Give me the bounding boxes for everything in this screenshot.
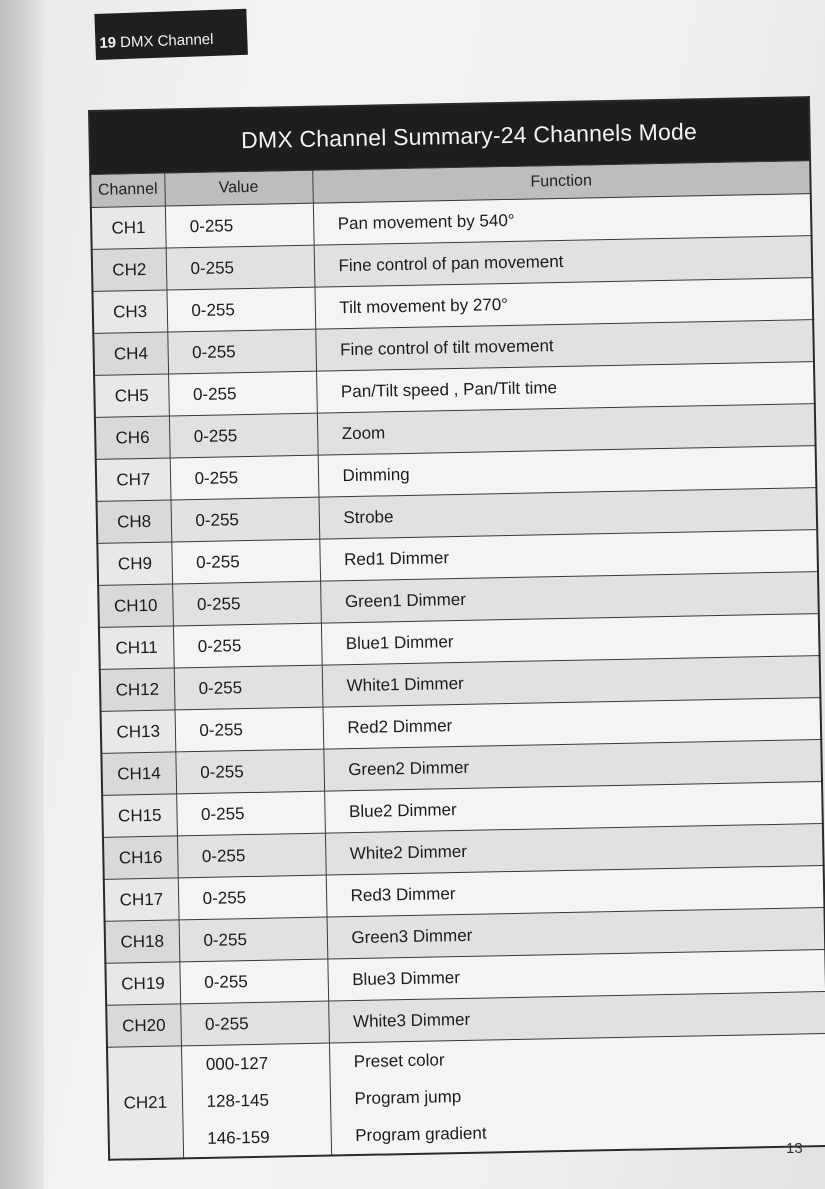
value-cell: 0-255 <box>166 287 315 332</box>
binding-gutter <box>0 0 44 1189</box>
function-cell: Blue1 Dimmer <box>321 614 820 666</box>
value-cell: 0-255 <box>177 833 326 878</box>
channel-cell: CH18 <box>105 920 180 963</box>
function-cell: Preset color <box>353 1050 445 1072</box>
value-cell: 0-255 <box>171 539 320 584</box>
function-cell: Red3 Dimmer <box>326 866 825 918</box>
channel-cell: CH13 <box>101 710 176 753</box>
function-cell: Red2 Dimmer <box>323 698 822 750</box>
value-cell: 0-255 <box>167 329 316 374</box>
value-cell: 000-127 <box>205 1053 269 1074</box>
function-cell: Pan/Tilt speed , Pan/Tilt time <box>316 362 815 414</box>
channel-cell: CH7 <box>96 458 171 501</box>
value-cell: 0-255 <box>165 203 314 248</box>
table-row-ch21 <box>107 1033 825 1159</box>
value-cell: 128-145 <box>206 1090 270 1111</box>
channel-cell: CH16 <box>103 836 178 879</box>
function-cell: Green2 Dimmer <box>323 740 822 792</box>
function-cell: Program gradient <box>355 1123 487 1146</box>
function-cell: White1 Dimmer <box>322 656 821 708</box>
channel-cell: CH9 <box>97 542 172 585</box>
function-cell: Blue2 Dimmer <box>324 782 823 834</box>
value-cell: 0-255 <box>179 917 328 962</box>
value-cell: 0-255 <box>168 371 317 416</box>
channel-cell: CH21 <box>107 1046 183 1160</box>
section-heading <box>94 9 248 60</box>
channel-cell: CH11 <box>99 626 174 669</box>
function-cell: White3 Dimmer <box>328 991 825 1043</box>
channel-cell: CH3 <box>92 290 167 333</box>
function-cell-multi <box>329 1033 825 1155</box>
value-cell: 0-255 <box>170 455 319 500</box>
value-cell: 0-255 <box>171 497 320 542</box>
function-cell: Zoom <box>317 404 816 456</box>
table-title: DMX Channel Summary-24 Channels Mode <box>89 97 810 174</box>
value-cell-multi <box>181 1043 331 1158</box>
function-cell: Red1 Dimmer <box>319 530 818 582</box>
function-cell: Pan movement by 540° <box>313 194 812 246</box>
value-cell: 0-255 <box>176 791 325 836</box>
value-cell: 0-255 <box>172 581 321 626</box>
value-cell: 0-255 <box>179 959 328 1004</box>
function-cell: Green1 Dimmer <box>320 572 819 624</box>
channel-cell: CH4 <box>93 332 168 375</box>
channel-cell: CH12 <box>100 668 175 711</box>
channel-cell: CH17 <box>104 878 179 921</box>
channel-cell: CH2 <box>92 248 167 291</box>
channel-cell: CH14 <box>101 752 176 795</box>
channel-cell: CH10 <box>98 584 173 627</box>
header-value: Value <box>164 170 313 206</box>
function-cell: Blue3 Dimmer <box>327 950 825 1002</box>
function-cell: Tilt movement by 270° <box>314 278 813 330</box>
page-number: 13 <box>786 1140 803 1157</box>
table-body <box>91 194 825 1160</box>
channel-cell: CH1 <box>91 206 166 249</box>
header-channel: Channel <box>90 173 165 207</box>
section-title: DMX Channel <box>119 30 214 52</box>
function-cell: Fine control of tilt movement <box>315 320 814 372</box>
value-cell: 0-255 <box>175 749 324 794</box>
function-cell: Green3 Dimmer <box>327 908 825 960</box>
channel-cell: CH20 <box>106 1004 181 1047</box>
value-cell: 0-255 <box>174 665 323 710</box>
function-cell: Strobe <box>318 488 817 540</box>
dmx-channel-table <box>88 96 825 1161</box>
value-cell: 0-255 <box>169 413 318 458</box>
header-function: Function <box>312 161 811 204</box>
section-number: 19 <box>99 34 117 52</box>
function-cell: Fine control of pan movement <box>314 236 813 288</box>
value-cell: 146-159 <box>207 1127 270 1148</box>
value-cell: 0-255 <box>175 707 324 752</box>
value-cell: 0-255 <box>173 623 322 668</box>
channel-cell: CH19 <box>105 962 180 1005</box>
value-cell: 0-255 <box>180 1001 329 1046</box>
function-cell: Dimming <box>318 446 817 498</box>
value-cell: 0-255 <box>178 875 327 920</box>
function-cell: White2 Dimmer <box>325 824 824 876</box>
channel-cell: CH8 <box>97 500 172 543</box>
dmx-table-container <box>88 96 825 1161</box>
channel-cell: CH6 <box>95 416 170 459</box>
function-cell: Program jump <box>354 1087 462 1109</box>
channel-cell: CH15 <box>102 794 177 837</box>
channel-cell: CH5 <box>94 374 169 417</box>
value-cell: 0-255 <box>166 245 315 290</box>
